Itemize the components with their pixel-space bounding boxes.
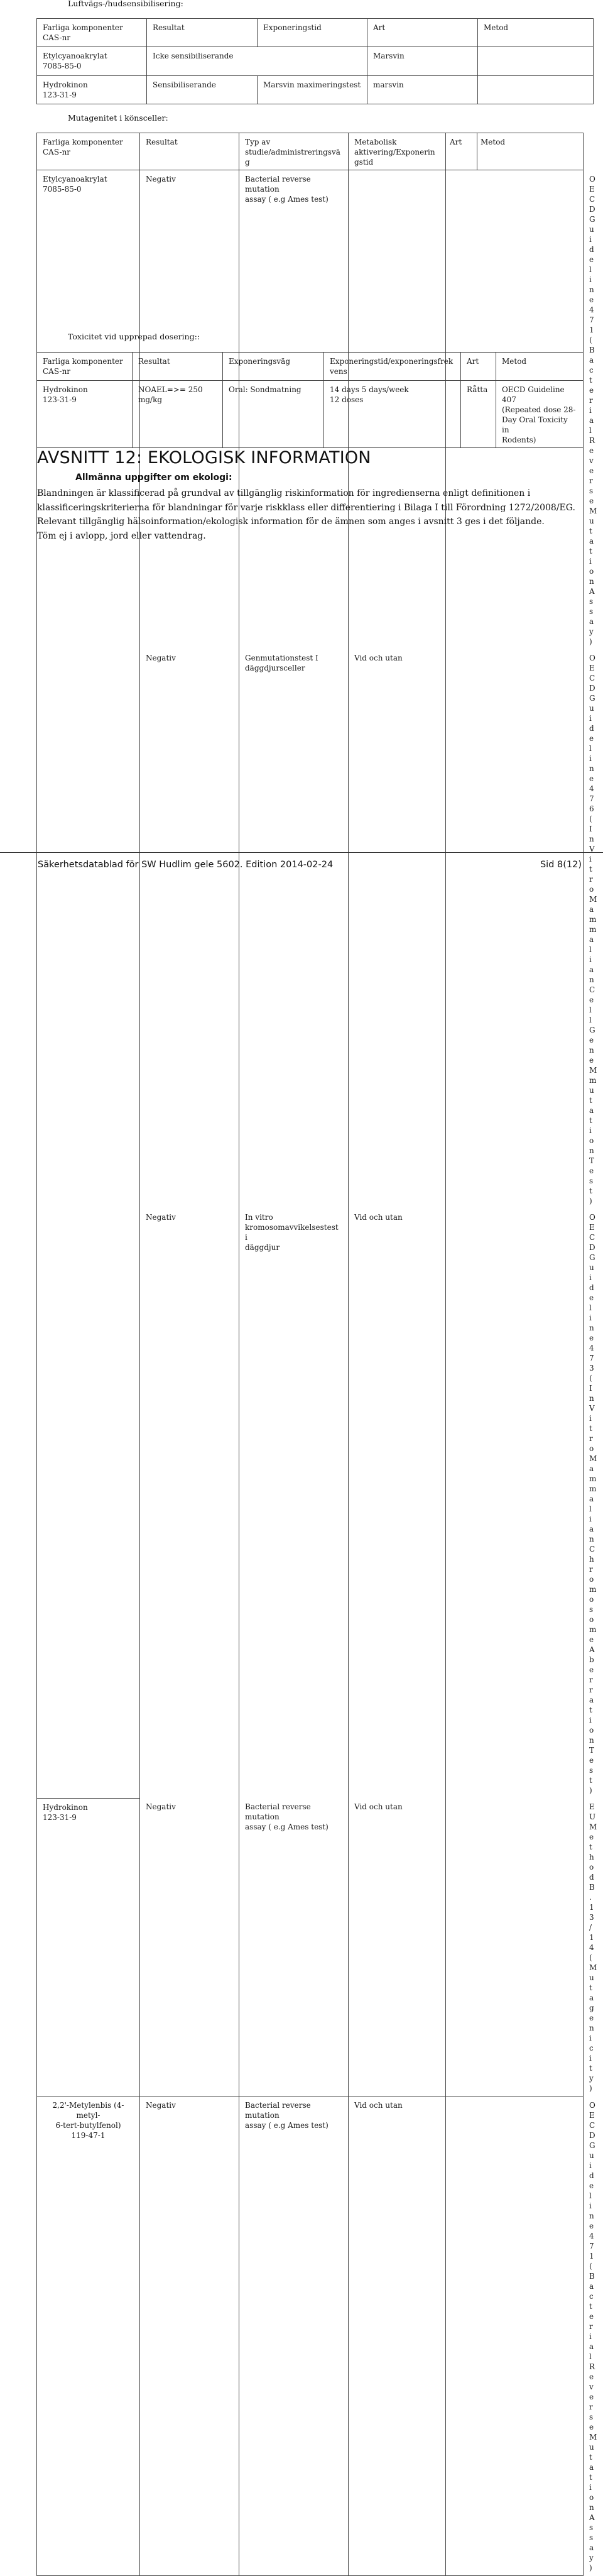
result-cell: Sensibiliserande [153, 80, 216, 89]
component-cell: 2,2'-Metylenbis (4-metyl- 6-tert-butylfenol) 119-47-1 [52, 2101, 124, 2140]
component-cell: Hydrokinon 123-31-9 [43, 1802, 88, 1822]
study-type-cell: Bacterial reverse mutation assay ( e.g Ames test) [245, 175, 329, 204]
header-cell: Farliga komponenter CAS-nr [43, 138, 123, 156]
body-line: klassificeringskriterierna för blandningar för varje riskklass eller differentiering i Bilaga I till Förordning 1272/2008/EG. [37, 502, 575, 513]
table-row: 2,2'-Metylenbis (4-metyl- 6-tert-butylfenol) 119-47-1 Negativ Bacterial reverse mutation assay ( e.g Ames test) Vid och utan OECD Guideline 471 (Bacterial Reverse Mutation Assay) [37, 2096, 584, 2576]
header-cell: Art [373, 23, 386, 32]
repeated-dose-caption: Toxicitet vid upprepad dosering:: [68, 332, 200, 341]
metabolic-cell: Vid och utan [354, 1802, 403, 1811]
table-row: Negativ Genmutationstest I däggdjursceller Vid och utan OECD Guideline 476 ( In Vitro Mammalian Cell GeneMmutation Test) [37, 649, 584, 1209]
footer-divider [0, 852, 603, 853]
header-cell: Art [450, 138, 462, 146]
header-cell: Metabolisk aktivering/Exponeringstid [354, 138, 435, 167]
header-cell: Farliga komponenter CAS-nr [43, 23, 123, 42]
header-cell: Exponeringsväg [229, 357, 291, 366]
species-cell: Marsvin [373, 52, 405, 60]
header-cell: Farliga komponenter CAS-nr [43, 357, 123, 376]
header-cell: Resultat [138, 357, 170, 366]
table-header-row [37, 133, 584, 170]
body-line: Relevant tillgänglig hälsoinformation/ekologisk information för de ämnen som anges i avsnitt 3 ges i det följande. [37, 517, 545, 527]
table-row [37, 76, 594, 104]
section-body [37, 486, 590, 543]
method-cell: OECD Guideline 407 (Repeated dose 28- Day Oral Toxicity in Rodents) [502, 385, 576, 444]
header-cell: Exponeringstid [263, 23, 322, 32]
header-cell: Typ av studie/administreringsväg [245, 138, 340, 167]
component-cell: Etylcyanoakrylat 7085-85-0 [43, 175, 107, 194]
exposure-cell: 14 days 5 days/week 12 doses [330, 385, 409, 404]
table-row: Hydrokinon 123-31-9 Negativ Bacterial reverse mutation assay ( e.g Ames test) Vid och utan EU Method B.13/14 (Mutagenicity) [37, 1798, 584, 2096]
result-cell: Negativ [146, 654, 176, 662]
result-cell: Icke sensibiliserande [153, 52, 234, 60]
footer-page-number: Sid 8(12) [540, 860, 582, 870]
result-cell: Negativ [146, 1213, 176, 1222]
section-subtitle: Allmänna uppgifter om ekologi: [75, 473, 232, 483]
respiratory-sensitization-caption: Luftvägs-/hudsensibilisering: [68, 0, 183, 8]
metabolic-cell: Vid och utan [354, 2101, 403, 2110]
result-cell: Negativ [146, 1802, 176, 1811]
species-cell: Råtta [467, 385, 488, 394]
table-row: Negativ In vitro kromosomavvikelsestest i däggdjur Vid och utan OECD Guideline 473 ( In Vitro Mammalian Chromosome Aberration Test) [37, 1209, 584, 1798]
table-header-row [37, 353, 584, 381]
study-type-cell: Bacterial reverse mutation assay ( e.g Ames test) [245, 2101, 329, 2130]
header-cell: Metod [502, 357, 527, 366]
study-type-cell: In vitro kromosomavvikelsestest i däggdjur [245, 1213, 339, 1252]
header-cell: Metod [481, 138, 506, 146]
table-row [37, 47, 594, 76]
exposure-cell: Marsvin maximeringstest [263, 80, 361, 89]
section-title: AVSNITT 12: EKOLOGISK INFORMATION [37, 448, 371, 468]
metabolic-cell: Vid och utan [354, 654, 403, 662]
table-row: Etylcyanoakrylat 7085-85-0 Negativ Bacterial reverse mutation assay ( e.g Ames test) OECD Guideline 471 (Bacterial Reverse Mutation Assay) [37, 170, 584, 650]
component-cell: Hydrokinon 123-31-9 [43, 385, 88, 404]
study-type-cell: Genmutationstest I däggdjursceller [245, 654, 318, 672]
body-line: Blandningen är klassificerad på grundval av tillgänglig riskinformation för ingredienserna enligt definitionen i [37, 488, 531, 498]
header-cell: Exponeringstid/exponeringsfrekvens [330, 357, 454, 376]
component-cell: Hydrokinon 123-31-9 [43, 80, 88, 99]
repeated-dose-table [36, 352, 584, 448]
header-cell: Resultat [146, 138, 178, 146]
header-cell: Resultat [153, 23, 185, 32]
species-cell: marsvin [373, 80, 404, 89]
sensitization-table [36, 18, 594, 104]
header-cell: Metod [484, 23, 509, 32]
metabolic-cell: Vid och utan [354, 1213, 403, 1222]
mutagenicity-caption: Mutagenitet i könsceller: [68, 113, 168, 123]
body-line: Töm ej i avlopp, jord eller vattendrag. [37, 530, 206, 541]
result-cell: Negativ [146, 2101, 176, 2110]
study-type-cell: Bacterial reverse mutation assay ( e.g Ames test) [245, 1802, 329, 1831]
table-header-row [37, 19, 594, 47]
result-cell: NOAEL=>= 250 mg/kg [138, 385, 203, 404]
component-cell: Etylcyanoakrylat 7085-85-0 [43, 52, 107, 70]
result-cell: Negativ [146, 175, 176, 184]
footer-document-title: Säkerhetsdatablad för SW Hudlim gele 5602. Edition 2014-02-24 [38, 860, 334, 870]
table-row [37, 381, 584, 448]
header-cell: Art [467, 357, 479, 366]
route-cell: Oral: Sondmatning [229, 385, 302, 394]
